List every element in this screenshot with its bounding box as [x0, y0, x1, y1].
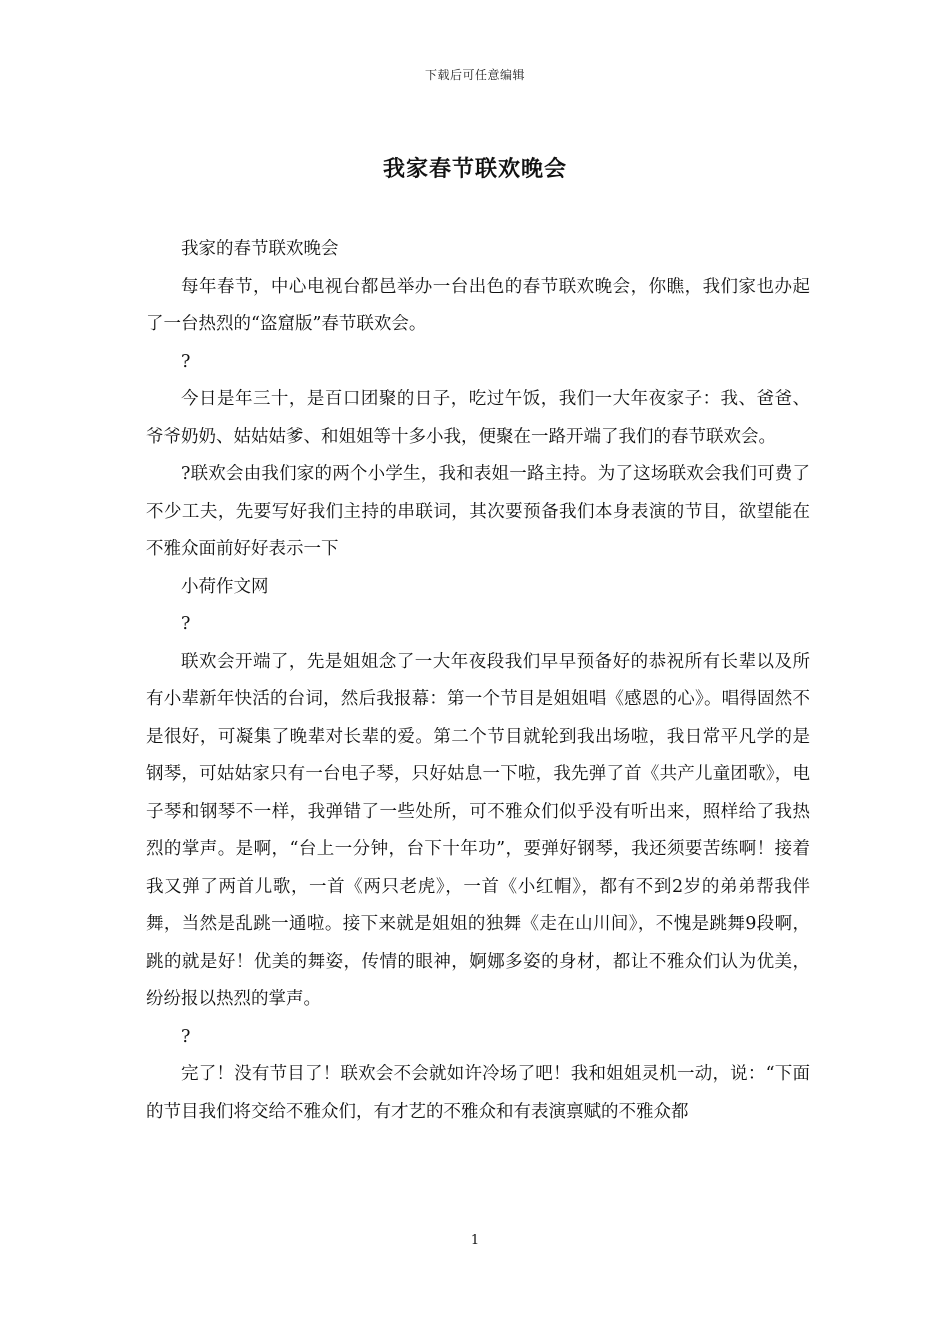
paragraph-placeholder: ?: [181, 1026, 191, 1047]
paragraph-hosts: ?联欢会由我们家的两个小学生，我和表姐一路主持。为了这场联欢会我们可费了不少工夫，先要写好我们主持的串联词，其次要预备我们本身表演的节目，欲望能在不雅众面前好好表示一下: [146, 464, 810, 559]
header-note: 下载后可任意编辑: [424, 68, 525, 82]
paragraph-placeholder: ?: [181, 614, 191, 634]
paragraph-intro: 每年春节，中心电视台都邑举办一台出色的春节联欢晚会，你瞧，我们家也办起了一台热烈的“盗窟版”春节联欢会。: [146, 276, 810, 334]
paragraph-new-year-eve: 今日是年三十，是百口团聚的日子，吃过午饭，我们一大年夜家子：我、爸爸、爷爷奶奶、姑姑姑爹、和姐姐等十多小我，便聚在一路开端了我们的春节联欢会。: [146, 389, 810, 447]
paragraph-audience: 完了！没有节目了！联欢会不会就如许冷场了吧！我和姐姐灵机一动，说：“下面的节目我们将交给不雅众们，有才艺的不雅众和有表演禀赋的不雅众都: [146, 1064, 810, 1122]
paragraph-performances: 联欢会开端了，先是姐姐念了一大年夜段我们早早预备好的恭祝所有长辈以及所有小辈新年快活的台词，然后我报幕：第一个节目是姐姐唱《感恩的心》。唱得固然不是很好，可凝集了晚辈对长辈的爱。第二个节目就轮到我出场啦，我日常平凡学的是钢琴，可姑姑家只有一台电子琴，只好姑息一下啦，我先弹了首《共产儿童团歌》，电子琴和钢琴不一样，我弹错了一些处所，可不雅众们似乎没有听出来，照样给了我热烈的掌声。是啊，“台上一分钟，台下十年功”，要弹好钢琴，我还须要苦练啊！接着我又弹了两首儿歌，一首《两只老虎》，一首《小红帽》，都有不到2岁的弟弟帮我伴舞，当然是乱跳一通啦。接下来就是姐姐的独舞《走在山川间》，不愧是跳舞9段啊，跳的就是好！优美的舞姿，传情的眼神，婀娜多姿的身材，都让不雅众们认为优美，纷纷报以热烈的掌声。: [146, 651, 810, 1009]
document-title: 我家春节联欢晚会: [382, 156, 567, 182]
paragraph-subtitle: 我家的春节联欢晚会: [181, 239, 339, 259]
paragraph-placeholder: ?: [181, 351, 191, 372]
page-number: 1: [470, 1233, 480, 1248]
paragraph-source: 小荷作文网: [181, 576, 269, 597]
document-body: [146, 231, 810, 1131]
